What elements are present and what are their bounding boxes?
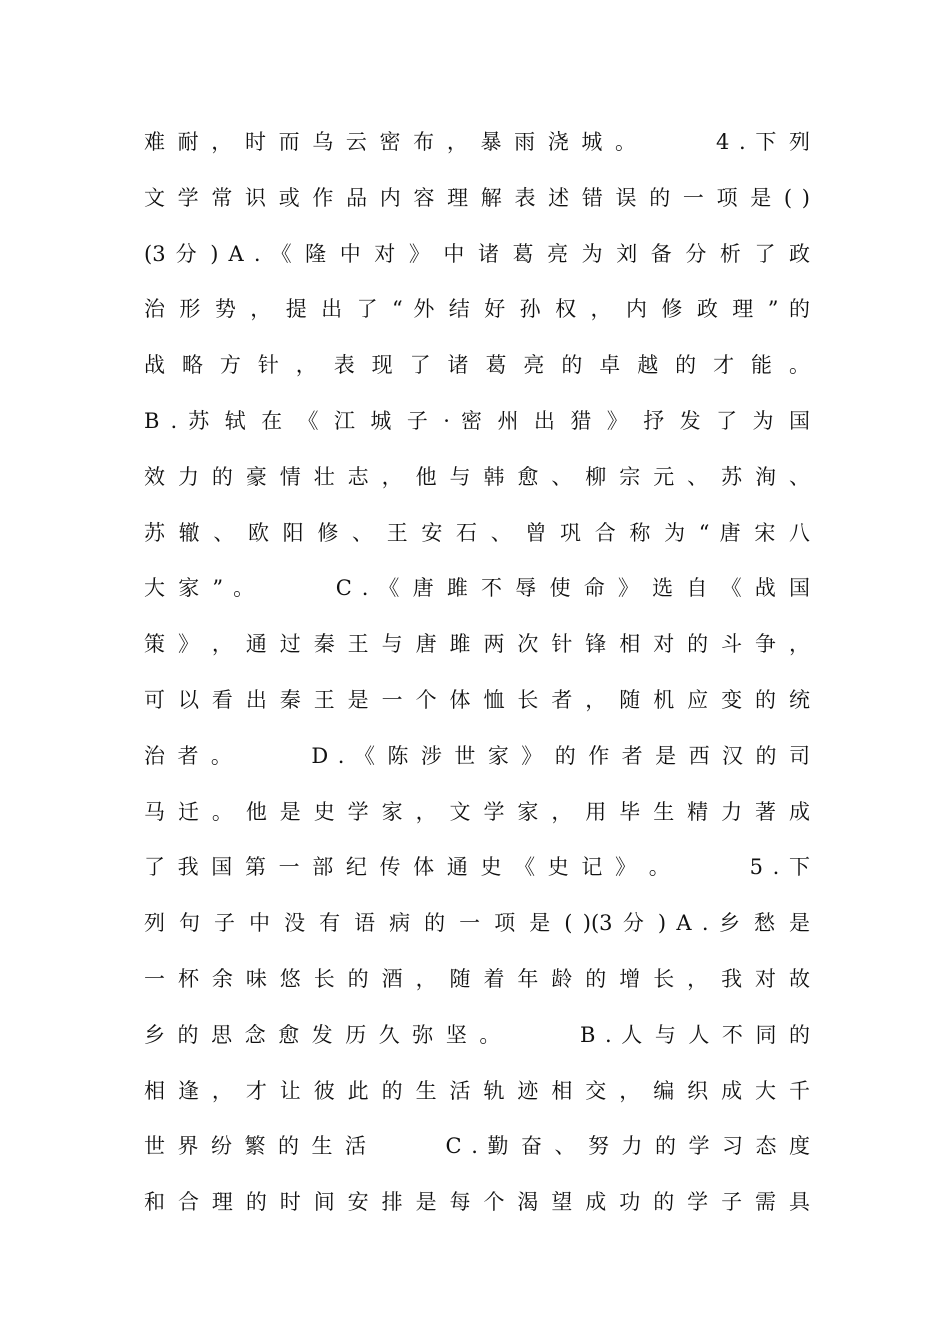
text-line: 一 杯 余 味 悠 长 的 酒 ， 随 着 年 龄 的 增 长 ， 我 对 故 [144, 966, 810, 991]
text-line: 文 学 常 识 或 作 品 内 容 理 解 表 述 错 误 的 一 项 是 ( ) [144, 185, 810, 210]
text-line: 列 句 子 中 没 有 语 病 的 一 项 是 ( )(3 分 ) A . 乡 愁 是 [144, 911, 810, 936]
text-line: 治 者 。 D . 《 陈 涉 世 家 》 的 作 者 是 西 汉 的 司 [144, 743, 810, 768]
text-line: 苏 辙 、 欧 阳 修 、 王 安 石 、 曾 巩 合 称 为 “ 唐 宋 八 [144, 520, 810, 545]
text-line: 了 我 国 第 一 部 纪 传 体 通 史 《 史 记 》 。 5 . 下 [144, 855, 810, 880]
text-line: 马 迁 。 他 是 史 学 家 ， 文 学 家 ， 用 毕 生 精 力 著 成 [144, 799, 810, 824]
text-line: 大 家 ” 。 C . 《 唐 雎 不 辱 使 命 》 选 自 《 战 国 [144, 576, 810, 601]
text-line: 策 》 ， 通 过 秦 王 与 唐 雎 两 次 针 锋 相 对 的 斗 争 ， [144, 632, 810, 657]
text-line: 和 合 理 的 时 间 安 排 是 每 个 渴 望 成 功 的 学 子 需 具 [144, 1190, 810, 1215]
text-line: 治 形 势 ， 提 出 了 “ 外 结 好 孙 权 ， 内 修 政 理 ” 的 [144, 297, 810, 322]
text-line: 难 耐 ， 时 而 乌 云 密 布 ， 暴 雨 浇 城 。 4 . 下 列 [144, 130, 810, 154]
text-line: 世 界 纷 繁 的 生 活 C . 勤 奋 、 努 力 的 学 习 态 度 [144, 1134, 810, 1159]
text-line: 效 力 的 豪 情 壮 志 ， 他 与 韩 愈 、 柳 宗 元 、 苏 洵 、 [144, 464, 810, 489]
body-text [144, 122, 894, 1238]
text-line: (3 分 ) A . 《 隆 中 对 》 中 诸 葛 亮 为 刘 备 分 析 了 政 [144, 241, 810, 266]
text-line: 可 以 看 出 秦 王 是 一 个 体 恤 长 者 ， 随 机 应 变 的 统 [144, 687, 810, 712]
text-line: 乡 的 思 念 愈 发 历 久 弥 坚 。 B . 人 与 人 不 同 的 [144, 1022, 810, 1047]
text-line: 相 逢 ， 才 让 彼 此 的 生 活 轨 迹 相 交 ， 编 织 成 大 千 [144, 1078, 810, 1103]
text-line: 战 略 方 针 ， 表 现 了 诸 葛 亮 的 卓 越 的 才 能 。 [144, 353, 894, 378]
text-line: B . 苏 轼 在 《 江 城 子 · 密 州 出 猎 》 抒 发 了 为 国 [144, 408, 810, 433]
